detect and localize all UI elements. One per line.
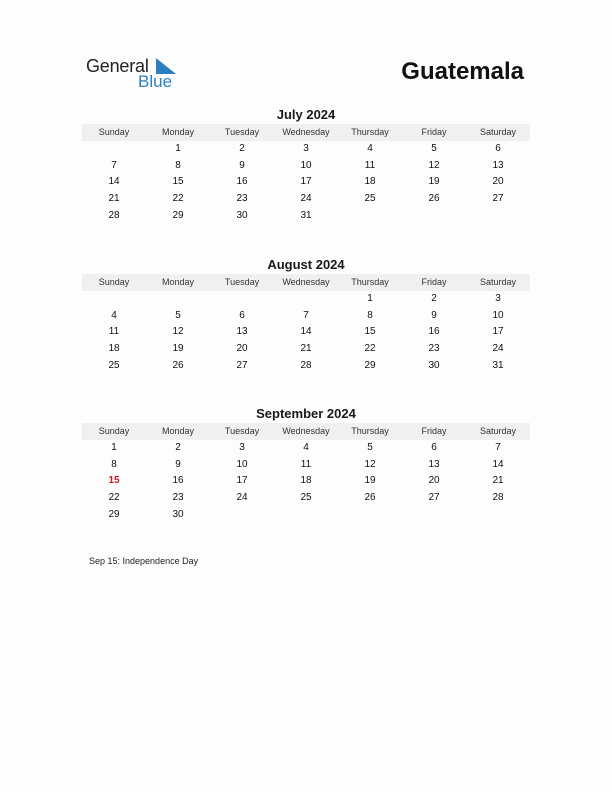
week-row [82, 490, 530, 507]
week-row [82, 324, 530, 341]
day-cell: 26 [364, 492, 376, 504]
day-cell: 13 [236, 326, 248, 338]
day-cell: 18 [108, 343, 120, 355]
day-cell: 25 [364, 193, 376, 205]
day-cell: 4 [111, 309, 117, 321]
day-cell: 17 [492, 326, 504, 338]
day-cell: 16 [172, 475, 184, 487]
day-cell: 29 [364, 359, 376, 371]
day-cell: 5 [431, 143, 437, 154]
day-cell: 11 [108, 326, 120, 338]
month-title: July 2024 [276, 107, 336, 122]
day-cell: 17 [236, 475, 248, 487]
day-cell: 21 [300, 343, 312, 355]
day-cell: 2 [431, 293, 437, 304]
day-cell: 21 [108, 193, 120, 205]
day-cell: 1 [175, 143, 181, 154]
month-block [82, 256, 530, 374]
day-cell: 10 [300, 159, 312, 171]
day-cell: 25 [108, 359, 120, 371]
general-blue-logo [86, 56, 186, 92]
empty-day-cell [82, 141, 146, 158]
day-cell: 12 [364, 458, 376, 470]
day-cell: 2 [175, 442, 181, 453]
day-cell: 22 [172, 193, 184, 205]
holiday-notes [89, 556, 198, 566]
day-cell: 16 [236, 176, 248, 188]
day-cell: 28 [108, 209, 120, 221]
day-cell: 19 [428, 176, 440, 188]
week-row [82, 341, 530, 358]
day-cell: 1 [367, 293, 373, 304]
weekday-label: Tuesday [224, 277, 260, 287]
day-cell: 21 [492, 475, 504, 487]
weekday-label: Saturday [479, 127, 517, 137]
day-cell: 15 [108, 475, 120, 487]
day-cell: 19 [172, 343, 184, 355]
day-cell: 11 [364, 159, 376, 171]
day-cell: 7 [303, 309, 309, 321]
day-cell: 4 [367, 143, 373, 154]
month-title: August 2024 [267, 257, 345, 272]
day-cell: 26 [428, 193, 440, 205]
day-cell: 10 [236, 458, 248, 470]
day-cell: 14 [492, 458, 504, 470]
weekday-label: Wednesday [282, 277, 330, 287]
day-cell: 10 [492, 309, 504, 321]
weekday-label: Friday [421, 426, 447, 436]
day-cell: 22 [364, 343, 376, 355]
week-row [82, 507, 530, 524]
day-cell: 14 [300, 326, 312, 338]
weekday-label: Monday [161, 277, 195, 287]
day-cell: 28 [300, 359, 312, 371]
day-cell: 26 [172, 359, 184, 371]
day-cell: 15 [172, 176, 184, 188]
month-block [82, 106, 530, 224]
day-cell: 1 [111, 442, 117, 453]
country-title: Guatemala [401, 58, 524, 85]
weekday-label: Monday [161, 426, 195, 436]
empty-day-cell [274, 507, 338, 524]
empty-day-cell [210, 291, 274, 308]
weekday-label: Thursday [351, 127, 389, 137]
weekday-label: Saturday [479, 426, 517, 436]
holiday-note: Sep 15: Independence Day [89, 556, 199, 566]
day-cell: 20 [236, 343, 248, 355]
day-cell: 18 [364, 176, 376, 188]
week-row [82, 358, 530, 375]
weekday-label: Tuesday [224, 426, 260, 436]
weekday-label: Friday [421, 277, 447, 287]
empty-day-cell [210, 507, 274, 524]
weekday-label: Sunday [98, 277, 130, 287]
day-cell: 31 [492, 359, 504, 371]
day-cell: 12 [172, 326, 184, 338]
day-cell: 22 [108, 492, 120, 504]
weekday-label: Saturday [479, 277, 517, 287]
weekday-label: Wednesday [282, 127, 330, 137]
day-cell: 29 [108, 508, 120, 520]
day-cell: 30 [236, 209, 248, 221]
day-cell: 9 [431, 309, 437, 321]
weekday-label: Sunday [98, 127, 130, 137]
month-title: September 2024 [256, 406, 356, 421]
weekday-label: Sunday [98, 426, 130, 436]
week-row [82, 191, 530, 208]
day-cell: 23 [236, 193, 248, 205]
day-cell: 3 [495, 293, 501, 304]
day-cell: 9 [239, 159, 245, 171]
weekday-label: Monday [161, 127, 195, 137]
day-cell: 16 [428, 326, 440, 338]
week-row [82, 141, 530, 158]
day-cell: 6 [495, 143, 501, 154]
day-cell: 30 [428, 359, 440, 371]
day-cell: 5 [367, 442, 373, 453]
day-cell: 2 [239, 143, 245, 154]
week-row [82, 291, 530, 308]
day-cell: 12 [428, 159, 440, 171]
week-row [82, 208, 530, 225]
weekday-label: Thursday [351, 277, 389, 287]
weekday-header-row [82, 124, 530, 141]
empty-day-cell [466, 208, 530, 225]
day-cell: 11 [300, 458, 312, 470]
day-cell: 19 [364, 475, 376, 487]
month-block [82, 405, 530, 523]
weekday-label: Tuesday [224, 127, 260, 137]
day-cell: 24 [300, 193, 312, 205]
empty-day-cell [274, 291, 338, 308]
day-cell: 8 [367, 309, 373, 321]
day-cell: 3 [239, 442, 245, 453]
day-cell: 6 [431, 442, 437, 453]
logo-text-general: General [86, 56, 149, 76]
empty-day-cell [338, 507, 402, 524]
day-cell: 27 [492, 193, 504, 205]
weekday-label: Wednesday [282, 426, 330, 436]
day-cell: 23 [172, 492, 184, 504]
day-cell: 27 [236, 359, 248, 371]
empty-day-cell [466, 507, 530, 524]
weekday-header-row [82, 274, 530, 291]
week-row [82, 158, 530, 175]
week-row [82, 440, 530, 457]
empty-day-cell [338, 208, 402, 225]
day-cell: 27 [428, 492, 440, 504]
day-cell: 14 [108, 176, 120, 188]
day-cell: 13 [492, 159, 504, 171]
logo-text-blue: Blue [138, 72, 173, 91]
empty-day-cell [402, 507, 466, 524]
day-cell: 29 [172, 209, 184, 221]
day-cell: 23 [428, 343, 440, 355]
week-row [82, 457, 530, 474]
day-cell: 31 [300, 209, 312, 221]
day-cell: 8 [111, 458, 117, 470]
empty-day-cell [82, 291, 146, 308]
day-cell: 6 [239, 309, 245, 321]
day-cell: 5 [175, 309, 181, 321]
day-cell: 24 [236, 492, 248, 504]
day-cell: 20 [428, 475, 440, 487]
weekday-label: Thursday [351, 426, 389, 436]
day-cell: 4 [303, 442, 309, 453]
day-cell: 7 [111, 159, 117, 171]
empty-day-cell [402, 208, 466, 225]
day-cell: 8 [175, 159, 181, 171]
week-row [82, 473, 530, 490]
week-row [82, 174, 530, 191]
week-row [82, 308, 530, 325]
day-cell: 3 [303, 143, 309, 154]
day-cell: 18 [300, 475, 312, 487]
day-cell: 28 [492, 492, 504, 504]
day-cell: 25 [300, 492, 312, 504]
weekday-label: Friday [421, 127, 447, 137]
day-cell: 30 [172, 508, 184, 520]
day-cell: 15 [364, 326, 376, 338]
day-cell: 24 [492, 343, 504, 355]
day-cell: 7 [495, 442, 501, 453]
day-cell: 20 [492, 176, 504, 188]
day-cell: 17 [300, 176, 312, 188]
day-cell: 9 [175, 458, 181, 470]
weekday-header-row [82, 423, 530, 440]
empty-day-cell [146, 291, 210, 308]
day-cell: 13 [428, 458, 440, 470]
